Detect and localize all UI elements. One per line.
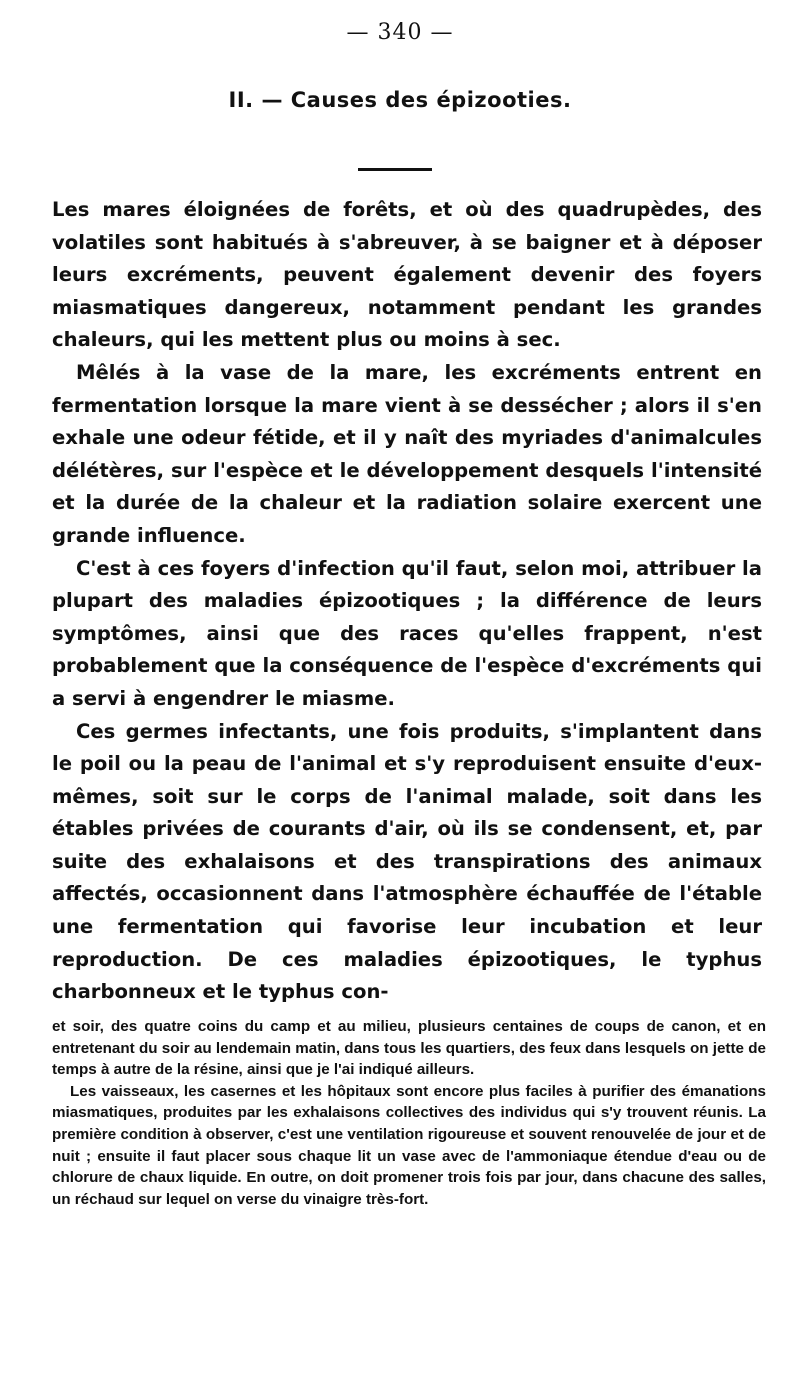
section-heading: II. — Causes des épizooties. — [228, 88, 572, 112]
page-number: — 340 — — [346, 20, 454, 45]
footnote-paragraph: Les vaisseaux, les casernes et les hôpitaux sont encore plus faciles à purifier des émanations miasmatiques, produites par les exhalaisons collectives des individus qui s'y trouvent réunis. La première condition à observer, c'est une ventilation rigoureuse et souvent renouvelée de jour et de nuit ; ensuite il faut placer sous chaque lit un vase avec de l'ammoniaque étendue d'eau ou de chlorure de chaux liquide. En outre, on doit promener trois fois par jour, dans chacune des salles, un réchaud sur lequel on verse du vinaigre très-fort. — [52, 1082, 766, 1208]
footnote-text — [52, 1016, 766, 1210]
footnote-paragraph: et soir, des quatre coins du camp et au milieu, plusieurs centaines de coups de canon, et en entretenant du soir au lendemain matin, dans tous les quartiers, des feux dans lesquels on jette de temps à autre de la résine, ainsi que je l'ai indiqué ailleurs. — [52, 1018, 766, 1079]
body-paragraph: C'est à ces foyers d'infection qu'il faut, selon moi, attribuer la plupart des maladies épizootiques ; la différence de leurs symptômes, ainsi que des races qu'elles frappent, n'est probablement que la conséquence de l'espèce d'excréments qui a servi à engendrer le miasme. — [52, 556, 762, 710]
main-text — [52, 194, 762, 1009]
heading-rule — [358, 168, 432, 171]
body-paragraph: Ces germes infectants, une fois produits, s'implantent dans le poil ou la peau de l'animal et s'y reproduisent ensuite d'eux-mêmes, soit sur le corps de l'animal malade, soit dans les étables privées de courants d'air, où ils se condensent, et, par suite des exhalaisons et des transpirations des animaux affectés, occasionnent dans l'atmosphère échauffée de l'étable une fermentation qui favorise leur incubation et leur reproduction. De ces maladies épizootiques, le typhus charbonneux et le typhus con- — [52, 719, 762, 1004]
body-paragraph: Les mares éloignées de forêts, et où des quadrupèdes, des volatiles sont habitués à s'abreuver, à se baigner et à déposer leurs excréments, peuvent également devenir des foyers miasmatiques dangereux, notamment pendant les grandes chaleurs, qui les mettent plus ou moins à sec. — [52, 198, 762, 352]
body-paragraph: Mêlés à la vase de la mare, les excréments entrent en fermentation lorsque la mare vient à se dessécher ; alors il s'en exhale une odeur fétide, et il y naît des myriades d'animalcules délétères, sur l'espèce et le développement desquels l'intensité et la durée de la chaleur et la radiation solaire exercent une grande influence. — [52, 360, 762, 547]
